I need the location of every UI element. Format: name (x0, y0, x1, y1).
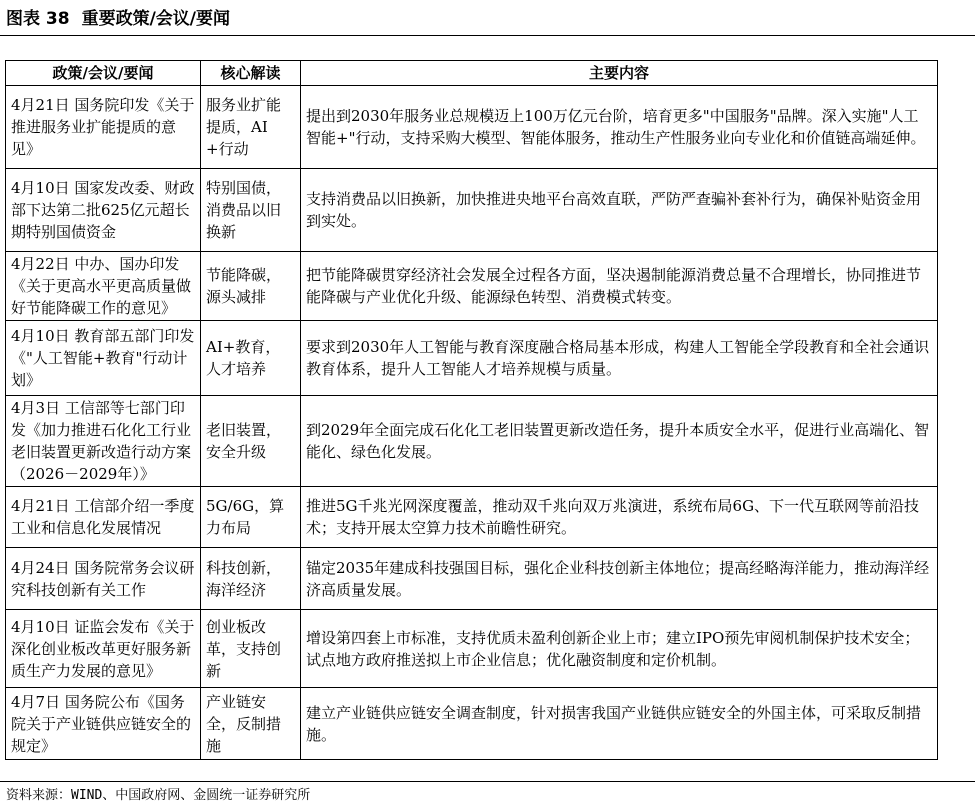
figure-caption: 重要政策/会议/要闻 (81, 9, 230, 29)
content-cell: 到2029年全面完成石化化工老旧装置更新改造任务，提升本质安全水平，促进行业高端化、智能化、绿色化发展。 (301, 396, 938, 487)
event-cell: 4月21日 国务院印发《关于推进服务业扩能提质的意见》 (6, 86, 201, 169)
table-row (6, 86, 938, 169)
title-divider (0, 35, 975, 36)
table-row (6, 321, 938, 396)
event-cell: 4月10日 国家发改委、财政部下达第二批625亿元超长期特别国债资金 (6, 169, 201, 252)
table-row (6, 610, 938, 688)
figure-title (6, 8, 230, 30)
event-cell: 4月21日 工信部介绍一季度工业和信息化发展情况 (6, 487, 201, 548)
table-row (6, 252, 938, 321)
event-cell: 4月7日 国务院公布《国务院关于产业链供应链安全的规定》 (6, 688, 201, 760)
interpretation-cell: 服务业扩能提质，AI+行动 (201, 86, 301, 169)
content-cell: 推进5G千兆光网深度覆盖，推动双千兆向双万兆演进，系统布局6G、下一代互联网等前沿技术；支持开展太空算力技术前瞻性研究。 (301, 487, 938, 548)
event-cell: 4月24日 国务院常务会议研究科技创新有关工作 (6, 548, 201, 610)
interpretation-cell: 5G/6G，算力布局 (201, 487, 301, 548)
content-cell: 要求到2030年人工智能与教育深度融合格局基本形成，构建人工智能全学段教育和全社会通识教育体系，提升人工智能人才培养规模与质量。 (301, 321, 938, 396)
table-row (6, 548, 938, 610)
table-header-row (6, 61, 938, 86)
content-cell: 提出到2030年服务业总规模迈上100万亿元台阶，培育更多"中国服务"品牌。深入实施"人工智能+"行动，支持采购大模型、智能体服务，推动生产性服务业向专业化和价值链高端延伸。 (301, 86, 938, 169)
table-row (6, 487, 938, 548)
interpretation-cell: 创业板改革，支持创新 (201, 610, 301, 688)
policy-table (5, 60, 938, 760)
event-cell: 4月10日 证监会发布《关于深化创业板改革更好服务新质生产力发展的意见》 (6, 610, 201, 688)
event-cell: 4月10日 教育部五部门印发《"人工智能+教育"行动计划》 (6, 321, 201, 396)
interpretation-cell: 老旧装置，安全升级 (201, 396, 301, 487)
event-cell: 4月22日 中办、国办印发《关于更高水平更高质量做好节能降碳工作的意见》 (6, 252, 201, 321)
figure-label: 图表 38 (6, 9, 70, 29)
content-cell: 建立产业链供应链安全调查制度，针对损害我国产业链供应链安全的外国主体，可采取反制措施。 (301, 688, 938, 760)
interpretation-cell: 节能降碳，源头减排 (201, 252, 301, 321)
interpretation-cell: AI+教育，人才培养 (201, 321, 301, 396)
content-cell: 把节能降碳贯穿经济社会发展全过程各方面，坚决遏制能源消费总量不合理增长，协同推进节能降碳与产业优化升级、能源绿色转型、消费模式转变。 (301, 252, 938, 321)
interpretation-cell: 特别国债，消费品以旧换新 (201, 169, 301, 252)
content-cell: 锚定2035年建成科技强国目标，强化企业科技创新主体地位；提高经略海洋能力，推动海洋经济高质量发展。 (301, 548, 938, 610)
interpretation-cell: 科技创新，海洋经济 (201, 548, 301, 610)
event-cell: 4月3日 工信部等七部门印发《加力推进石化化工行业老旧装置更新改造行动方案（2026－2029年）》 (6, 396, 201, 487)
content-cell: 增设第四套上市标准，支持优质未盈利创新企业上市；建立IPO预先审阅机制保护技术安全；试点地方政府推送拟上市企业信息；优化融资制度和定价机制。 (301, 610, 938, 688)
source-divider (0, 781, 975, 782)
table-row (6, 688, 938, 760)
interpretation-cell: 产业链安全，反制措施 (201, 688, 301, 760)
content-cell: 支持消费品以旧换新，加快推进央地平台高效直联，严防严查骗补套补行为，确保补贴资金用到实处。 (301, 169, 938, 252)
column-header-event: 政策/会议/要闻 (6, 61, 201, 86)
column-header-interpretation: 核心解读 (201, 61, 301, 86)
table-row (6, 396, 938, 487)
source-note: 资料来源：WIND、中国政府网、金圆统一证券研究所 (6, 788, 311, 803)
column-header-content: 主要内容 (301, 61, 938, 86)
table-row (6, 169, 938, 252)
